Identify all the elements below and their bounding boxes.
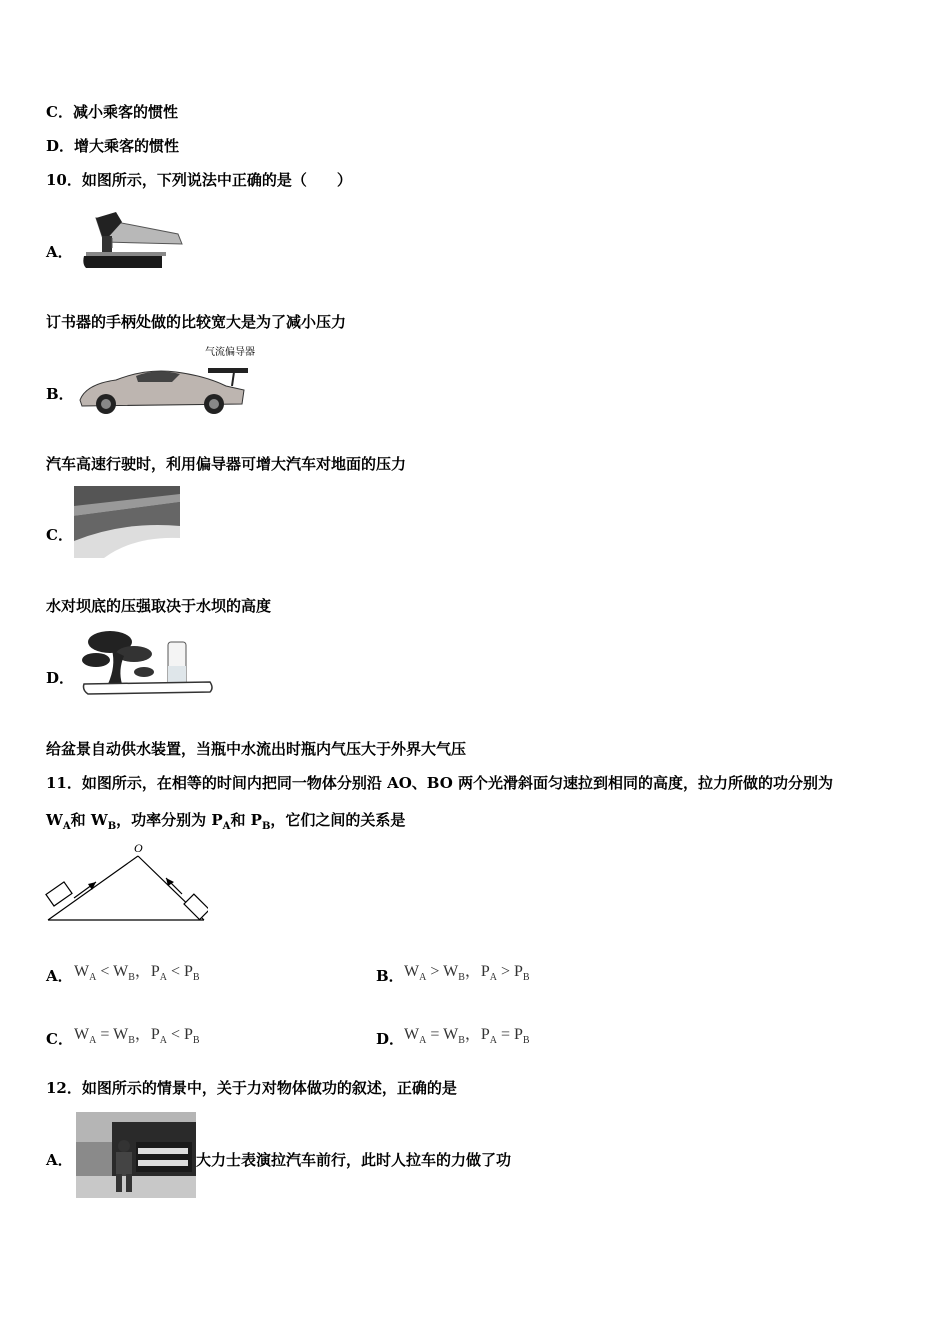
q11-option-b-math: [404, 958, 530, 983]
q11-option-c-formula: $W_A = W_B$，$P_A < P_B$: [74, 1026, 200, 1047]
q10-option-c-text: 水对坝底的压强取决于水坝的高度: [46, 597, 272, 615]
q11-option-b-formula: $W_A > W_B$，$P_A > P_B$: [404, 963, 530, 984]
q10-option-b-text: 汽车高速行驶时，利用偏导器可增大汽车对地面的压力: [46, 455, 407, 473]
q12-option-a-text: 大力士表演拉汽车前行，此时人拉车的力做了功: [196, 1151, 512, 1169]
q10-option-a-text: 订书器的手柄处做的比较宽大是为了减小压力: [46, 313, 347, 331]
q11-option-d-label: D．: [376, 1030, 405, 1048]
q11-option-a-label: A．: [46, 967, 73, 985]
q10-option-b-label: B．: [46, 385, 74, 403]
q9-option-c: C．减小乘客的惯性: [46, 103, 178, 121]
q12-option-a-label: A．: [46, 1151, 73, 1169]
strongman-pulling-car-image: [76, 1112, 196, 1198]
q11-w-sub-a: A: [62, 821, 71, 832]
q11-w-sub-b: B: [107, 821, 117, 832]
q11-option-a-formula: $W_A < W_B$，$P_A < P_B$: [74, 963, 200, 984]
q12-stem: 12．如图所示的情景中，关于力对物体做功的叙述，正确的是: [46, 1079, 457, 1097]
q11-and-w: 和 W: [70, 811, 108, 829]
q11-option-c-label: C．: [46, 1030, 73, 1048]
q11-w-symbol: W: [46, 811, 63, 829]
q10-option-d-label: D．: [46, 669, 75, 687]
q11-stem-line1: 11．如图所示，在相等的时间内把同一物体分别沿 AO、BO 两个光滑斜面匀速拉到相同的高度，拉力所做的功分别为: [46, 774, 834, 792]
q11-stem-line2: [46, 810, 405, 837]
stapler-image: [82, 208, 186, 272]
q11-end-text: ，它们之间的关系是: [270, 811, 406, 829]
q11-option-b-label: B．: [376, 967, 404, 985]
q11-option-d-formula: $W_A = W_B$，$P_A = P_B$: [404, 1026, 530, 1047]
q9-option-d: D．增大乘客的惯性: [46, 137, 180, 155]
spoiler-caption: 气流偏导器: [205, 347, 255, 358]
vertex-o-label: O: [134, 841, 143, 855]
q10-stem: 10．如图所示，下列说法中正确的是（ ）: [46, 171, 352, 189]
q11-p-sub-b: B: [261, 821, 271, 832]
q10-option-c-label: C．: [46, 526, 73, 544]
dam-image: [74, 486, 180, 558]
q10-option-d-text: 给盆景自动供水装置，当瓶中水流出时瓶内气压大于外界大气压: [46, 740, 467, 758]
q11-power-text: ，功率分别为 P: [116, 811, 223, 829]
q11-p-sub-a: A: [222, 821, 231, 832]
inclined-planes-diagram: [44, 840, 208, 926]
q10-option-a-label: A．: [46, 243, 73, 261]
q11-option-c-math: [74, 1021, 200, 1046]
q11-option-a-math: [74, 958, 200, 983]
race-car-image: [76, 356, 248, 416]
bonsai-water-device-image: [82, 626, 214, 698]
q11-and-p: 和 P: [230, 811, 262, 829]
q11-option-d-math: [404, 1021, 530, 1046]
